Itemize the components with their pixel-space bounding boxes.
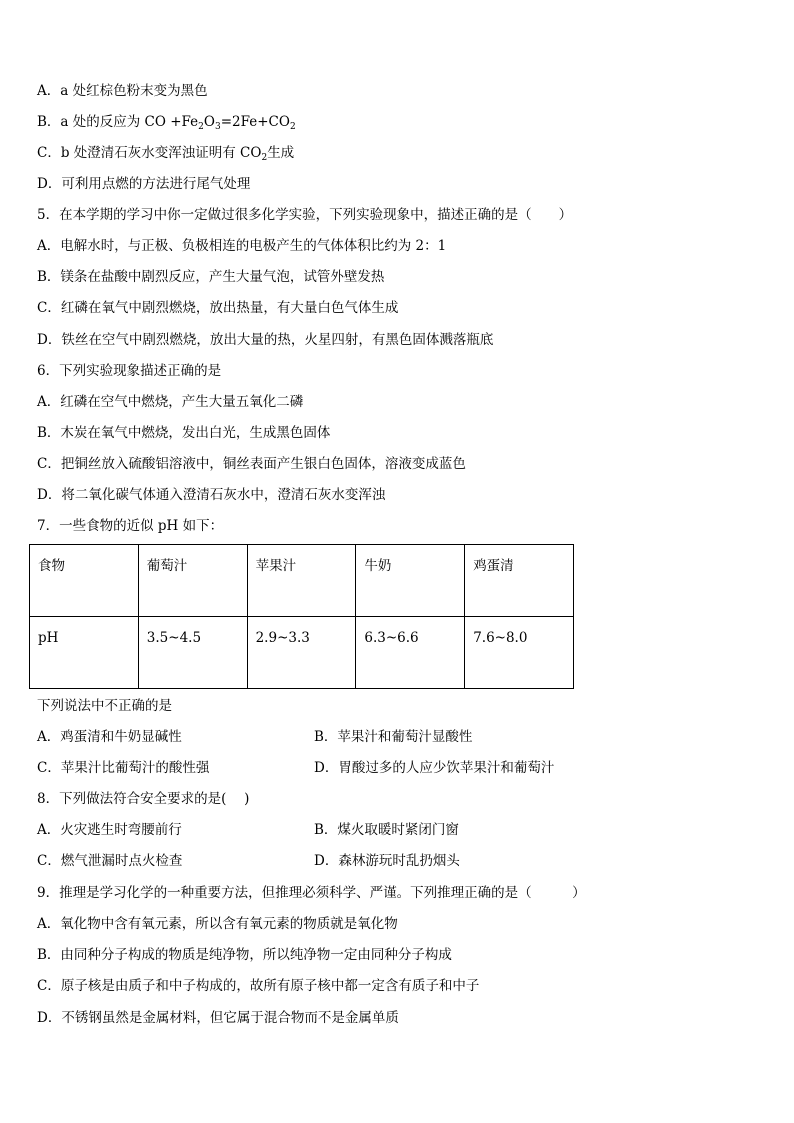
q4-c-text: 生成 bbox=[267, 145, 295, 161]
subscript: 3 bbox=[214, 122, 221, 132]
q5-option-d: D．铁丝在空气中剧烈燃烧，放出大量的热，火星四射，有黑色固体溅落瓶底 bbox=[37, 332, 494, 348]
q5-stem: 5．在本学期的学习中你一定做过很多化学实验，下列实验现象中，描述正确的是（ ） bbox=[37, 207, 573, 223]
q9-option-c: C．原子核是由质子和中子构成的，故所有原子核中都一定含有质子和中子 bbox=[37, 978, 480, 994]
q5-option-a: A．电解水时，与正极、负极相连的电极产生的气体体积比约为 2：1 bbox=[37, 238, 447, 254]
q4-c-text: C．b 处澄清石灰水变浑浊证明有 CO bbox=[37, 145, 262, 161]
q5-option-c: C．红磷在氧气中剧烈燃烧，放出热量，有大量白色气体生成 bbox=[37, 300, 399, 316]
q4-b-text: O bbox=[203, 114, 215, 130]
subscript: 2 bbox=[198, 122, 204, 132]
ph-table bbox=[29, 544, 574, 689]
q8-option-d: D．森林游玩时乱扔烟头 bbox=[314, 853, 460, 869]
table-row bbox=[30, 545, 574, 617]
table-cell: pH bbox=[30, 617, 139, 689]
table-cell: 7.6~8.0 bbox=[465, 617, 574, 689]
table-cell: 2.9~3.3 bbox=[247, 617, 356, 689]
q9-option-b: B．由同种分子构成的物质是纯净物，所以纯净物一定由同种分子构成 bbox=[37, 947, 452, 963]
q4-b-text: =2Fe+CO bbox=[220, 114, 290, 130]
q9-option-a: A．氧化物中含有氧元素，所以含有氧元素的物质就是氧化物 bbox=[37, 916, 398, 932]
q7-option-b: B．苹果汁和葡萄汁显酸性 bbox=[314, 729, 473, 745]
q5-option-b: B．镁条在盐酸中剧烈反应，产生大量气泡，试管外壁发热 bbox=[37, 269, 385, 285]
subscript: 2 bbox=[289, 122, 296, 132]
table-header-cell: 食物 bbox=[30, 545, 139, 617]
q4-option-b bbox=[37, 113, 296, 131]
q7-option-d: D．胃酸过多的人应少饮苹果汁和葡萄汁 bbox=[314, 760, 555, 776]
q6-option-c: C．把铜丝放入硫酸铝溶液中，铜丝表面产生银白色固体，溶液变成蓝色 bbox=[37, 456, 466, 472]
table-row bbox=[30, 617, 574, 689]
q9-stem: 9．推理是学习化学的一种重要方法，但推理必须科学、严谨。下列推理正确的是（ ） bbox=[37, 885, 586, 901]
q7-option-c: C．苹果汁比葡萄汁的酸性强 bbox=[37, 760, 210, 776]
q7-prompt: 下列说法中不正确的是 bbox=[37, 698, 172, 714]
q7-option-a: A．鸡蛋清和牛奶显碱性 bbox=[37, 729, 182, 745]
q8-stem: 8．下列做法符合安全要求的是( ) bbox=[37, 791, 250, 807]
table-header-cell: 苹果汁 bbox=[247, 545, 356, 617]
q6-stem: 6．下列实验现象描述正确的是 bbox=[37, 363, 222, 379]
table-cell: 3.5~4.5 bbox=[138, 617, 247, 689]
q4-option-c bbox=[37, 144, 294, 162]
q8-option-a: A．火灾逃生时弯腰前行 bbox=[37, 822, 182, 838]
table-header-cell: 鸡蛋清 bbox=[465, 545, 574, 617]
table-header-cell: 牛奶 bbox=[356, 545, 465, 617]
q9-option-d: D．不锈钢虽然是金属材料，但它属于混合物而不是金属单质 bbox=[37, 1010, 399, 1026]
subscript: 2 bbox=[261, 153, 268, 163]
q4-option-a: A．a 处红棕色粉末变为黑色 bbox=[37, 83, 208, 99]
q4-b-text: B．a 处的反应为 CO +Fe bbox=[37, 114, 199, 130]
q8-option-c: C．燃气泄漏时点火检查 bbox=[37, 853, 183, 869]
table-cell: 6.3~6.6 bbox=[356, 617, 465, 689]
q7-stem: 7．一些食物的近似 pH 如下： bbox=[37, 518, 224, 534]
q6-option-d: D．将二氧化碳气体通入澄清石灰水中，澄清石灰水变浑浊 bbox=[37, 487, 386, 503]
table-header-cell: 葡萄汁 bbox=[138, 545, 247, 617]
q8-option-b: B．煤火取暖时紧闭门窗 bbox=[314, 822, 459, 838]
q4-option-d: D．可利用点燃的方法进行尾气处理 bbox=[37, 176, 251, 192]
q6-option-b: B．木炭在氧气中燃烧，发出白光，生成黑色固体 bbox=[37, 425, 331, 441]
q6-option-a: A．红磷在空气中燃烧，产生大量五氧化二磷 bbox=[37, 394, 304, 410]
